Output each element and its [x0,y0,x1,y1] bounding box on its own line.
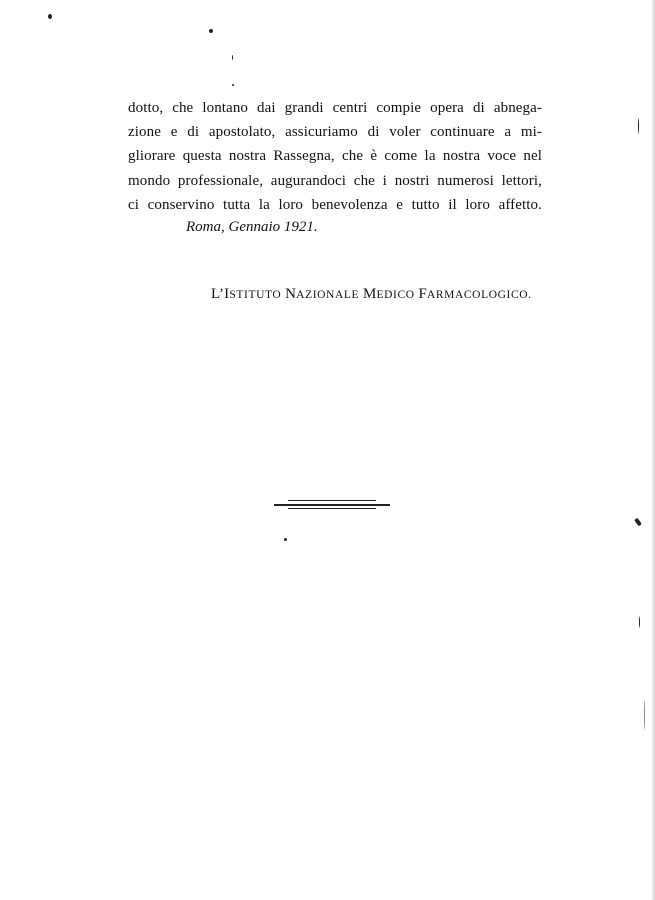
rule-line [288,500,376,501]
scan-speck [284,538,287,541]
signature-initial: F [418,286,427,302]
dateline: Roma, Gennaio 1921. [186,219,318,235]
paragraph-line: mondo professionale, augurandoci che i nostri numerosi lettori, [128,172,542,189]
signature-smallcaps: STITUTO [229,289,282,301]
scan-speck [644,700,645,730]
paragraph-line: dotto, che lontano dai grandi centri compie opera di abnega- [128,100,542,116]
scan-speck [232,84,234,86]
paragraph-line: ci conservino tutta la loro benevolenza e tutto il loro affetto. [128,196,542,213]
scan-speck [639,616,640,628]
scan-speck [232,55,233,60]
scan-speck [638,118,639,134]
signature-smallcaps: ARMACOLOGICO. [427,289,532,301]
signature-smallcaps: EDICO [376,289,415,301]
scan-speck [48,14,52,19]
rule-line [288,508,376,509]
signature [211,286,532,303]
scan-speck [209,29,213,33]
signature-smallcaps: AZIONALE [296,289,360,301]
rule-line [274,504,390,506]
closing-paragraph [128,96,542,217]
signature-initial: L’I [211,286,230,302]
scan-speck [634,518,642,527]
paragraph-line: zione e di apostolato, assicuriamo di voler continuare a mi- [128,124,542,141]
paragraph-line: gliorare questa nostra Rassegna, che è come la nostra voce nel [128,148,542,165]
end-ornament-rule [274,500,390,510]
signature-initial: N [285,286,297,302]
signature-initial: M [362,286,377,302]
